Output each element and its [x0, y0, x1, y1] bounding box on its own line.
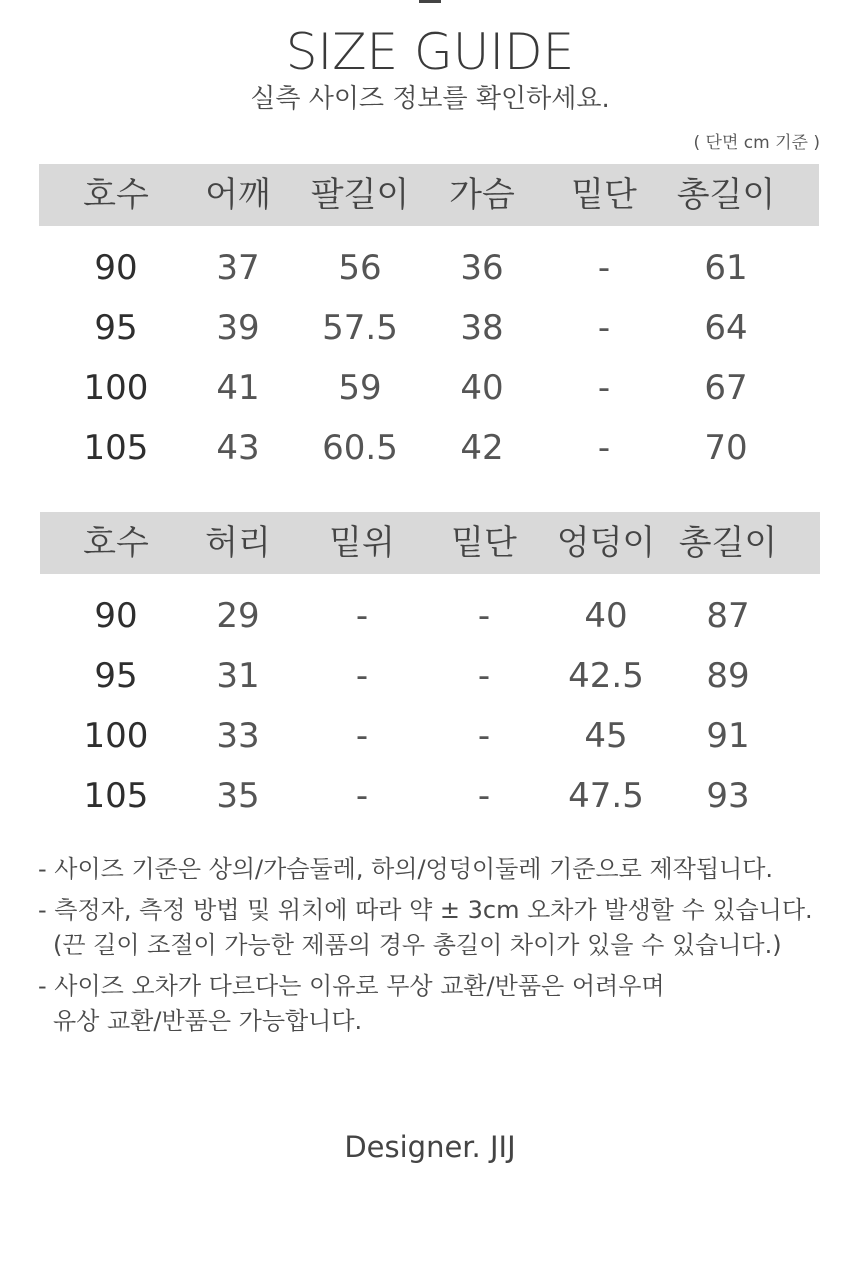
page-subtitle: 실측 사이즈 정보를 확인하세요. — [250, 84, 610, 114]
note-text: - 사이즈 기준은 상의/가슴둘레, 하의/엉덩이둘레 기준으로 제작됩니다. — [38, 855, 774, 883]
bottom-header-length: 총길이 — [678, 523, 778, 563]
hem-cell: - — [477, 716, 491, 756]
waist-cell: 31 — [216, 656, 260, 696]
length-cell: 61 — [704, 248, 748, 288]
bottom-size-table — [40, 512, 820, 826]
table-row — [39, 298, 819, 358]
size-cell: 105 — [83, 428, 149, 468]
length-cell: 87 — [706, 596, 750, 636]
table-row — [39, 418, 819, 478]
note-item — [38, 852, 828, 887]
chest-cell: 40 — [460, 368, 504, 408]
shoulder-cell: 37 — [216, 248, 260, 288]
bottom-table-header — [40, 512, 820, 574]
rise-cell: - — [355, 776, 369, 816]
top-divider-mark — [419, 0, 441, 3]
size-cell: 105 — [83, 776, 149, 816]
bottom-header-hip: 엉덩이 — [556, 523, 656, 563]
bottom-header-hem: 밑단 — [451, 523, 517, 563]
table-row — [40, 646, 820, 706]
rise-cell: - — [355, 716, 369, 756]
hem-cell: - — [597, 308, 611, 348]
bottom-header-size: 호수 — [83, 523, 149, 563]
waist-cell: 33 — [216, 716, 260, 756]
hip-cell: 47.5 — [568, 776, 644, 816]
size-cell: 100 — [83, 368, 149, 408]
hem-cell: - — [477, 596, 491, 636]
top-header-shoulder: 어깨 — [205, 175, 271, 215]
hem-cell: - — [477, 776, 491, 816]
hip-cell: 42.5 — [568, 656, 644, 696]
table-row — [39, 238, 819, 298]
hem-cell: - — [477, 656, 491, 696]
sleeve-cell: 59 — [338, 368, 382, 408]
chest-cell: 38 — [460, 308, 504, 348]
bottom-header-waist: 허리 — [205, 523, 271, 563]
table-row — [39, 358, 819, 418]
hip-cell: 45 — [584, 716, 628, 756]
size-cell: 100 — [83, 716, 149, 756]
top-header-size: 호수 — [83, 175, 149, 215]
note-subtext: 유상 교환/반품은 가능합니다. — [53, 1007, 363, 1035]
sleeve-cell: 56 — [338, 248, 382, 288]
note-item — [38, 893, 828, 963]
hip-cell: 40 — [584, 596, 628, 636]
rise-cell: - — [355, 656, 369, 696]
waist-cell: 29 — [216, 596, 260, 636]
note-subtext: (끈 길이 조절이 가능한 제품의 경우 총길이 차이가 있을 수 있습니다.) — [53, 931, 782, 959]
page-title: SIZE GUIDE — [285, 23, 575, 81]
note-text: - 사이즈 오차가 다르다는 이유로 무상 교환/반품은 어려우며 — [38, 972, 665, 1000]
length-cell: 89 — [706, 656, 750, 696]
top-table-header — [39, 164, 819, 226]
top-header-chest: 가슴 — [449, 175, 515, 215]
top-header-sleeve: 팔길이 — [310, 175, 410, 215]
length-cell: 70 — [704, 428, 748, 468]
top-header-length: 총길이 — [676, 175, 776, 215]
chest-cell: 42 — [460, 428, 504, 468]
size-notes — [38, 852, 828, 1045]
hem-cell: - — [597, 248, 611, 288]
note-text: - 측정자, 측정 방법 및 위치에 따라 약 ± 3cm 오차가 발생할 수 있습니다. — [38, 896, 813, 924]
rise-cell: - — [355, 596, 369, 636]
unit-note: ( 단면 cm 기준 ) — [693, 133, 820, 153]
hem-cell: - — [597, 428, 611, 468]
chest-cell: 36 — [460, 248, 504, 288]
table-row — [40, 766, 820, 826]
length-cell: 67 — [704, 368, 748, 408]
size-cell: 90 — [94, 596, 138, 636]
table-row — [40, 586, 820, 646]
top-header-hem: 밑단 — [571, 175, 637, 215]
length-cell: 91 — [706, 716, 750, 756]
sleeve-cell: 60.5 — [322, 428, 398, 468]
length-cell: 64 — [704, 308, 748, 348]
designer-credit: Designer. JIJ — [344, 1130, 516, 1164]
top-size-table — [39, 164, 819, 478]
waist-cell: 35 — [216, 776, 260, 816]
note-item — [38, 969, 828, 1039]
sleeve-cell: 57.5 — [322, 308, 398, 348]
hem-cell: - — [597, 368, 611, 408]
table-row — [40, 706, 820, 766]
shoulder-cell: 41 — [216, 368, 260, 408]
size-cell: 95 — [94, 656, 138, 696]
shoulder-cell: 43 — [216, 428, 260, 468]
length-cell: 93 — [706, 776, 750, 816]
size-cell: 95 — [94, 308, 138, 348]
size-cell: 90 — [94, 248, 138, 288]
bottom-header-rise: 밑위 — [329, 523, 395, 563]
shoulder-cell: 39 — [216, 308, 260, 348]
